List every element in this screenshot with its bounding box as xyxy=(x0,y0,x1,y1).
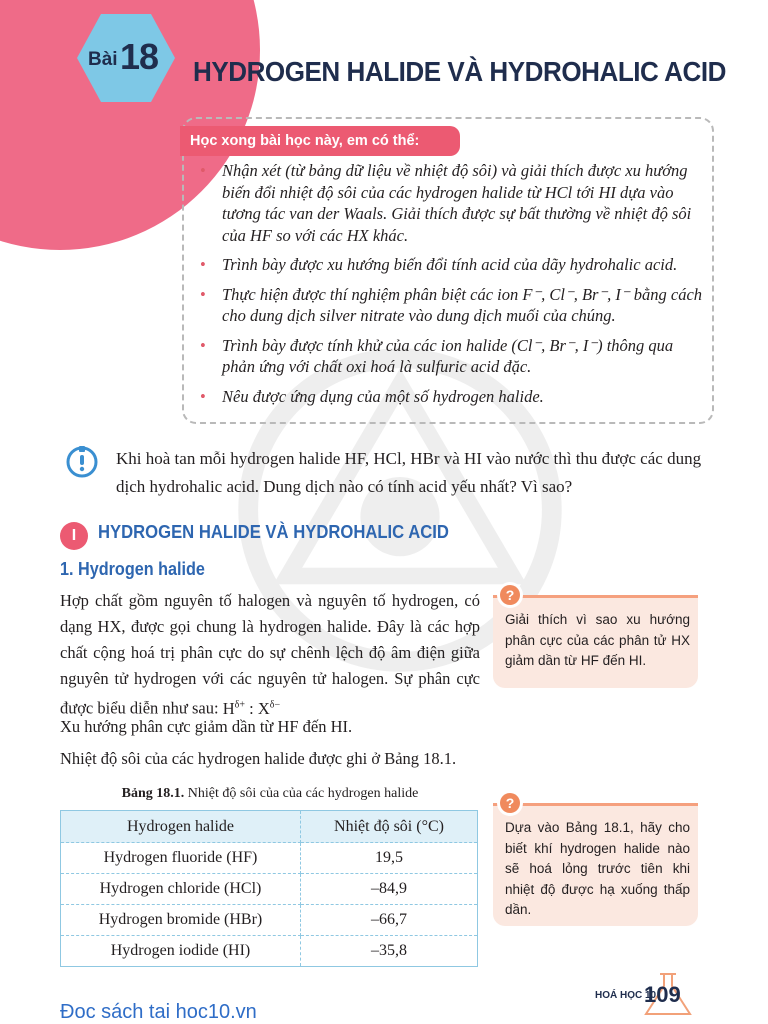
table-cell: Hydrogen bromide (HBr) xyxy=(61,905,301,936)
lesson-label: Bài xyxy=(88,49,118,70)
lesson-number: 18 xyxy=(120,36,159,77)
list-item xyxy=(200,254,710,276)
lesson-badge xyxy=(76,12,176,104)
table-row xyxy=(61,874,478,905)
table-cell: Hydrogen chloride (HCl) xyxy=(61,874,301,905)
table-header-row xyxy=(61,811,478,843)
question-icon: ? xyxy=(497,790,523,816)
side-note-2: Dựa vào Bảng 18.1, hãy cho biết khí hydrogen halide nào sẽ hoá lỏng trước tiên khi nhiệt độ được hạ xuống thấp dần. xyxy=(493,803,698,926)
section-number: I xyxy=(71,527,77,544)
bullet-icon: • xyxy=(200,386,206,406)
column-header: Nhiệt độ sôi (°C) xyxy=(301,811,478,843)
page-number: 109 xyxy=(644,982,681,1007)
list-item xyxy=(200,284,710,327)
paragraph-trend: Xu hướng phân cực giảm dần từ HF đến HI. xyxy=(60,717,353,736)
source-link[interactable]: Đoc sách tai hoc10.vn xyxy=(60,1001,257,1023)
list-item xyxy=(200,160,710,246)
list-item xyxy=(200,335,710,378)
table-caption-label: Bảng 18.1. xyxy=(121,786,185,801)
lightbulb-question-icon xyxy=(66,444,98,480)
table-cell: Hydrogen iodide (HI) xyxy=(61,936,301,967)
subsection-title: 1. Hydrogen halide xyxy=(60,559,205,579)
bullet-icon: • xyxy=(200,161,206,180)
objectives-heading: Học xong bài học này, em có thể: xyxy=(180,126,460,156)
bullet-icon: • xyxy=(200,284,206,304)
intro-question: Khi hoà tan mỗi hydrogen halide HF, HCl, HBr và HI vào nước thì thu được các dung dịch hydrohalic acid. Dung dịch nào có tính acid yếu nhất? Vì sao? xyxy=(116,449,702,496)
table-row xyxy=(61,843,478,874)
polarity-formula: $H^{\delta+}$ : $X^{\delta-}$ xyxy=(222,698,281,718)
objectives-list xyxy=(200,160,710,415)
boiling-point-table xyxy=(60,810,478,967)
table-row xyxy=(61,936,478,967)
table-cell: Hydrogen fluoride (HF) xyxy=(61,843,301,874)
paragraph-table-ref: Nhiệt độ sôi của các hydrogen halide được ghi ở Bảng 18.1. xyxy=(60,749,457,768)
objective-text: Nêu được ứng dụng của một số hydrogen halide. xyxy=(222,386,544,406)
table-caption xyxy=(60,786,480,802)
objective-text: Thực hiện được thí nghiệm phân biệt các ion F⁻, Cl⁻, Br⁻, I⁻ bằng cách cho dung dịch silver nitrate vào dung dịch muối của chúng. xyxy=(222,284,703,325)
page-title: HYDROGEN HALIDE VÀ HYDROHALIC ACID xyxy=(193,56,726,87)
bullet-icon: • xyxy=(200,335,206,355)
side-note-1: Giải thích vì sao xu hướng phân cực của các phân tử HX giảm dần từ HF đến HI. xyxy=(493,595,698,688)
table-cell: –35,8 xyxy=(301,936,478,967)
objective-text: Trình bày được xu hướng biến đổi tính acid của dãy hydrohalic acid. xyxy=(222,255,678,274)
table-row xyxy=(61,905,478,936)
paragraph-intro xyxy=(60,588,480,722)
list-item xyxy=(200,386,710,408)
table-caption-text: Nhiệt độ sôi của của các hydrogen halide xyxy=(187,786,419,801)
objective-text: Trình bày được tính khử của các ion halide (Cl⁻, Br⁻, I⁻) thông qua phản ứng với chất oxi hoá là sulfuric acid đặc. xyxy=(222,335,674,376)
question-icon: ? xyxy=(497,582,523,608)
section-number-badge xyxy=(60,522,88,550)
section-title: HYDROGEN HALIDE VÀ HYDROHALIC ACID xyxy=(98,521,449,542)
book-title: HOÁ HỌC 10 xyxy=(595,990,657,1001)
table-cell: –66,7 xyxy=(301,905,478,936)
objective-text: Nhận xét (từ bảng dữ liệu về nhiệt độ sôi) và giải thích được xu hướng biến đổi nhiệt độ sôi của các hydrogen halide từ HCl tới HI dựa vào tương tác van der Waals. Giải thích được sự bất thường về nhiệt độ sôi của HF so với các HX khác. xyxy=(222,161,692,245)
bullet-icon: • xyxy=(200,255,206,274)
paragraph-text: Hợp chất gồm nguyên tố halogen và nguyên tố hydrogen, có dạng HX, được gọi chung là hydrogen halide. Đây là các hợp chất cộng hoá trị phân cực do sự chênh lệch độ âm điện giữa nguyên tử hydrogen với các nguyên tử halogen. Sự phân cực được biểu diễn như sau: xyxy=(60,591,480,718)
table-cell: 19,5 xyxy=(301,843,478,874)
table-cell: –84,9 xyxy=(301,874,478,905)
column-header: Hydrogen halide xyxy=(61,811,301,843)
